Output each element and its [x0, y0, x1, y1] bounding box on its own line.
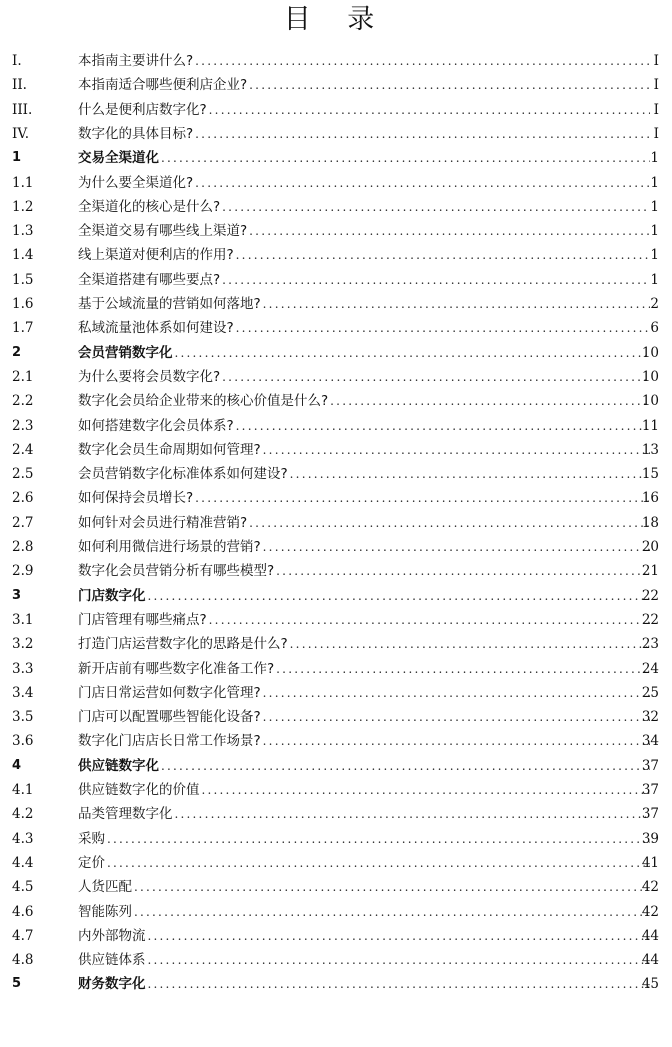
toc-dot-leader — [195, 123, 650, 145]
toc-entry[interactable] — [0, 50, 672, 72]
toc-dot-leader — [249, 512, 650, 534]
toc-entry-number: II. — [12, 77, 27, 94]
toc-entry-label-wrap — [78, 147, 650, 169]
toc-entry-number: 2.9 — [12, 563, 34, 580]
toc-dot-leader — [222, 196, 650, 218]
toc-entry-number: 4.2 — [12, 806, 34, 823]
toc-entry-label-wrap — [78, 415, 650, 437]
toc-dot-leader — [236, 244, 650, 266]
toc-entry-label-wrap — [78, 366, 650, 388]
toc-entry-title: 数字化的具体目标? — [78, 125, 194, 142]
toc-entry[interactable] — [0, 633, 672, 655]
toc-entry-title: 什么是便利店数字化? — [78, 101, 207, 118]
toc-dot-leader — [148, 925, 651, 947]
toc-entry-page-number: 11 — [641, 417, 659, 434]
toc-entry-number: 4.7 — [12, 927, 34, 944]
toc-dot-leader — [195, 172, 650, 194]
toc-entry-page-number: 1 — [650, 223, 659, 240]
toc-entry-page-number: 20 — [641, 539, 659, 555]
toc-entry-page-number: 37 — [641, 757, 659, 774]
toc-entry-page-number: 44 — [641, 952, 659, 969]
toc-entry-number: 4.1 — [12, 782, 34, 798]
toc-entry-number: 2.2 — [12, 393, 34, 410]
toc-entry[interactable] — [0, 390, 672, 412]
toc-entry-label-wrap — [78, 973, 650, 995]
toc-entry-label-wrap — [78, 949, 650, 971]
toc-entry-number: I. — [12, 53, 22, 69]
toc-entry[interactable] — [0, 172, 672, 194]
toc-entry[interactable] — [0, 439, 672, 461]
toc-entry[interactable] — [0, 196, 672, 218]
toc-entry-label-wrap — [78, 536, 650, 558]
toc-entry-page-number: 44 — [641, 927, 659, 944]
toc-entry-number: 1.1 — [12, 174, 34, 191]
page-title: 目 录 — [283, 4, 389, 35]
toc-entry[interactable] — [0, 99, 672, 121]
toc-entry-page-number: 10 — [641, 393, 659, 410]
toc-entry[interactable] — [0, 293, 672, 315]
toc-entry-title: 如何针对会员进行精准营销? — [78, 514, 248, 531]
toc-entry-label-wrap — [78, 779, 650, 801]
toc-entry[interactable] — [0, 74, 672, 96]
toc-entry-title: 智能陈列 — [78, 903, 132, 920]
toc-entry-label-wrap — [78, 74, 650, 96]
toc-entry-page-number: 13 — [641, 441, 659, 458]
toc-entry-label-wrap — [78, 342, 650, 364]
toc-entry-title: 门店日常运营如何数字化管理? — [78, 684, 261, 701]
toc-entry-number: 5 — [12, 976, 22, 992]
toc-dot-leader — [236, 317, 650, 339]
toc-dot-leader — [209, 99, 650, 121]
toc-entry-title: 内外部物流 — [78, 927, 146, 944]
toc-entry-title: 如何利用微信进行场景的营销? — [78, 539, 261, 555]
toc-entry[interactable] — [0, 317, 672, 339]
toc-entry[interactable] — [0, 828, 672, 850]
toc-dot-leader — [276, 658, 650, 680]
toc-entry[interactable] — [0, 730, 672, 752]
toc-entry-title: 数字化会员生命周期如何管理? — [78, 441, 261, 458]
toc-entry-title: 供应链数字化的价值 — [78, 782, 200, 798]
toc-entry-title: 门店管理有哪些痛点? — [78, 611, 207, 628]
toc-entry-label-wrap — [78, 852, 650, 874]
toc-dot-leader — [249, 74, 650, 96]
toc-entry-title: 会员营销数字化标准体系如何建设? — [78, 466, 288, 483]
toc-entry-page-number: 1 — [650, 247, 659, 264]
toc-entry[interactable] — [0, 949, 672, 971]
toc-entry-title: 如何保持会员增长? — [78, 490, 194, 507]
toc-entry-page-number: 41 — [641, 854, 659, 871]
toc-entry-title: 供应链体系 — [78, 952, 146, 969]
toc-entry[interactable] — [0, 415, 672, 437]
toc-entry-number: 1.6 — [12, 296, 34, 312]
toc-dot-leader — [263, 439, 650, 461]
toc-entry-label-wrap — [78, 196, 650, 218]
toc-entry[interactable] — [0, 706, 672, 728]
toc-entry-page-number: 32 — [641, 709, 659, 726]
toc-entry-label-wrap — [78, 50, 650, 72]
toc-entry-title: 供应链数字化 — [78, 757, 159, 774]
toc-entry[interactable] — [0, 512, 672, 534]
toc-entry-number: 2.5 — [12, 466, 34, 483]
toc-dot-leader — [195, 487, 650, 509]
toc-dot-leader — [175, 342, 651, 364]
toc-entry-number: 3.2 — [12, 636, 34, 653]
toc-dot-leader — [134, 876, 650, 898]
toc-entry-page-number: 2 — [650, 296, 659, 312]
toc-entry-label-wrap — [78, 803, 650, 825]
toc-entry-page-number: 24 — [641, 660, 659, 677]
toc-entry-number: 4.3 — [12, 830, 34, 847]
toc-entry-title: 品类管理数字化 — [78, 806, 173, 823]
toc-entry[interactable] — [0, 560, 672, 582]
toc-entry-number: 1 — [12, 150, 22, 166]
toc-entry[interactable] — [0, 901, 672, 923]
toc-entry-label-wrap — [78, 658, 650, 680]
toc-entry-number: 4.8 — [12, 952, 34, 969]
toc-entry-number: 3.4 — [12, 684, 34, 701]
toc-entry-title: 本指南适合哪些便利店企业? — [78, 77, 248, 94]
toc-entry-title: 新开店前有哪些数字化准备工作? — [78, 660, 275, 677]
toc-entry[interactable] — [0, 852, 672, 874]
toc-chapter-entry[interactable] — [0, 147, 672, 169]
toc-entry-label-wrap — [78, 512, 650, 534]
toc-entry-page-number: 37 — [641, 782, 659, 798]
toc-entry-number: 2.6 — [12, 490, 34, 507]
toc-entry-page-number: 1 — [650, 174, 659, 191]
toc-entry-title: 人货匹配 — [78, 879, 132, 896]
toc-dot-leader — [290, 633, 650, 655]
toc-entry-label-wrap — [78, 269, 650, 291]
toc-entry-title: 为什么要将会员数字化? — [78, 368, 221, 385]
toc-entry-title: 基于公域流量的营销如何落地? — [78, 296, 261, 312]
toc-entry[interactable] — [0, 682, 672, 704]
toc-entry[interactable] — [0, 536, 672, 558]
toc-entry-title: 门店数字化 — [78, 587, 146, 604]
toc-entry-title: 线上渠道对便利店的作用? — [78, 247, 234, 264]
toc-dot-leader — [148, 973, 651, 995]
toc-entry-number: 4.4 — [12, 854, 34, 871]
toc-dot-leader — [175, 803, 651, 825]
toc-entry-page-number: 22 — [641, 587, 659, 604]
toc-entry-title: 数字化会员营销分析有哪些模型? — [78, 563, 275, 580]
toc-entry-title: 财务数字化 — [78, 976, 146, 993]
toc-entry-number: IV. — [12, 125, 30, 142]
toc-entry-label-wrap — [78, 439, 650, 461]
toc-dot-leader — [290, 463, 650, 485]
toc-entry[interactable] — [0, 609, 672, 631]
toc-entry-page-number: 16 — [641, 490, 659, 507]
toc-entry-label-wrap — [78, 755, 650, 777]
toc-entry-page-number: 10 — [641, 344, 659, 361]
toc-entry-number: 2.1 — [12, 368, 34, 385]
toc-entry-number: 1.5 — [12, 271, 34, 288]
toc-entry-page-number: I — [653, 77, 659, 94]
toc-dot-leader — [148, 949, 651, 971]
toc-chapter-entry[interactable] — [0, 342, 672, 364]
toc-entry-label-wrap — [78, 925, 650, 947]
toc-dot-leader — [263, 682, 650, 704]
toc-chapter-entry[interactable] — [0, 585, 672, 607]
toc-entry-label-wrap — [78, 730, 650, 752]
toc-entry-number: 4 — [12, 757, 22, 773]
toc-entry-label-wrap — [78, 390, 650, 412]
toc-entry-label-wrap — [78, 99, 650, 121]
toc-entry-label-wrap — [78, 633, 650, 655]
toc-entry-title: 数字化门店店长日常工作场景? — [78, 733, 261, 750]
toc-dot-leader — [148, 585, 651, 607]
toc-dot-leader — [330, 390, 650, 412]
toc-entry-label-wrap — [78, 220, 650, 242]
toc-entry[interactable] — [0, 925, 672, 947]
toc-entry-page-number: 22 — [641, 611, 659, 628]
toc-entry-number: 4.5 — [12, 879, 34, 896]
toc-entry-label-wrap — [78, 172, 650, 194]
toc-dot-leader — [195, 50, 650, 72]
toc-entry-number: 3 — [12, 587, 22, 603]
toc-entry-label-wrap — [78, 682, 650, 704]
toc-entry-page-number: 10 — [641, 368, 659, 385]
toc-entry-number: 2.3 — [12, 417, 34, 434]
toc-dot-leader — [107, 852, 650, 874]
toc-entry-number: 1.3 — [12, 223, 34, 240]
toc-entry-title: 门店可以配置哪些智能化设备? — [78, 709, 261, 726]
toc-dot-leader — [161, 147, 650, 169]
toc-entry-label-wrap — [78, 317, 650, 339]
toc-entry-page-number: I — [653, 125, 659, 142]
toc-chapter-entry[interactable] — [0, 973, 672, 995]
toc-dot-leader — [263, 536, 650, 558]
toc-dot-leader — [236, 415, 650, 437]
toc-entry[interactable] — [0, 487, 672, 509]
toc-entry-page-number: I — [653, 101, 659, 118]
toc-entry-label-wrap — [78, 609, 650, 631]
toc-entry-page-number: 1 — [650, 198, 659, 215]
toc-dot-leader — [202, 779, 651, 801]
toc-entry-label-wrap — [78, 706, 650, 728]
toc-entry-number: 2.7 — [12, 514, 34, 531]
toc-entry-title: 本指南主要讲什么? — [78, 53, 194, 69]
toc-entry-number: 2.4 — [12, 441, 34, 458]
toc-entry-page-number: 15 — [641, 466, 659, 483]
toc-entry-page-number: 6 — [650, 320, 659, 337]
toc-entry-label-wrap — [78, 876, 650, 898]
toc-entry-title: 交易全渠道化 — [78, 150, 159, 167]
toc-dot-leader — [209, 609, 650, 631]
toc-entry-label-wrap — [78, 487, 650, 509]
toc-entry-page-number: 34 — [641, 733, 659, 750]
toc-entry-label-wrap — [78, 244, 650, 266]
toc-dot-leader — [276, 560, 650, 582]
toc-entry-page-number: 42 — [641, 879, 659, 896]
toc-entry-page-number: 25 — [641, 684, 659, 701]
toc-entry[interactable] — [0, 658, 672, 680]
toc-entry-title: 会员营销数字化 — [78, 344, 173, 361]
toc-entry-page-number: 21 — [641, 563, 659, 580]
toc-entry-title: 采购 — [78, 830, 105, 847]
toc-entry-title: 全渠道搭建有哪些要点? — [78, 271, 221, 288]
toc-entry-page-number: 23 — [641, 636, 659, 653]
toc-dot-leader — [263, 293, 650, 315]
toc-entry-page-number: 1 — [650, 271, 659, 288]
toc-chapter-entry[interactable] — [0, 755, 672, 777]
toc-entry-label-wrap — [78, 901, 650, 923]
toc-entry-title: 打造门店运营数字化的思路是什么? — [78, 636, 288, 653]
toc-entry[interactable] — [0, 463, 672, 485]
toc-entry[interactable] — [0, 244, 672, 266]
toc-entry-page-number: 42 — [641, 903, 659, 920]
toc-entry[interactable] — [0, 803, 672, 825]
toc-entry-number: 3.3 — [12, 660, 34, 677]
toc-entry-number: III. — [12, 101, 33, 118]
toc-entry-title: 全渠道化的核心是什么? — [78, 198, 221, 215]
toc-dot-leader — [222, 366, 650, 388]
toc-entry[interactable] — [0, 269, 672, 291]
toc-entry-page-number: 1 — [650, 150, 659, 167]
toc-dot-leader — [263, 706, 650, 728]
toc-entry-page-number: 37 — [641, 806, 659, 823]
toc-entry-number: 1.4 — [12, 247, 34, 264]
toc-entry-title: 私域流量池体系如何建设? — [78, 320, 234, 337]
toc-entry-number: 1.2 — [12, 198, 34, 215]
toc-dot-leader — [249, 220, 650, 242]
toc-entry-number: 4.6 — [12, 903, 34, 920]
toc-entry-label-wrap — [78, 560, 650, 582]
toc-entry-number: 2 — [12, 344, 22, 360]
toc-entry-number: 3.1 — [12, 611, 34, 628]
toc-entry-label-wrap — [78, 828, 650, 850]
toc-entry-label-wrap — [78, 463, 650, 485]
toc-entry-page-number: 18 — [641, 514, 659, 531]
toc-entry-page-number: 39 — [641, 830, 659, 847]
toc-entry-title: 定价 — [78, 854, 105, 871]
toc-entry-title: 为什么要全渠道化? — [78, 174, 194, 191]
toc-entry-title: 全渠道交易有哪些线上渠道? — [78, 223, 248, 240]
toc-dot-leader — [107, 828, 650, 850]
toc-entry-title: 数字化会员给企业带来的核心价值是什么? — [78, 393, 329, 410]
toc-entry[interactable] — [0, 123, 672, 145]
toc-entry-label-wrap — [78, 293, 650, 315]
toc-dot-leader — [263, 730, 650, 752]
toc-dot-leader — [161, 755, 650, 777]
toc-entry-page-number: I — [653, 53, 659, 69]
toc-entry-label-wrap — [78, 585, 650, 607]
toc-entry-number: 1.7 — [12, 320, 34, 337]
toc-entry-label-wrap — [78, 123, 650, 145]
toc-entry[interactable] — [0, 366, 672, 388]
toc-dot-leader — [222, 269, 650, 291]
toc-entry-number: 2.8 — [12, 539, 34, 555]
toc-dot-leader — [134, 901, 650, 923]
toc-entry[interactable] — [0, 876, 672, 898]
toc-entry-number: 3.5 — [12, 709, 34, 726]
toc-entry[interactable] — [0, 779, 672, 801]
toc-entry-number: 3.6 — [12, 733, 34, 750]
toc-entry[interactable] — [0, 220, 672, 242]
toc-entry-title: 如何搭建数字化会员体系? — [78, 417, 234, 434]
toc-entry-page-number: 45 — [641, 976, 659, 993]
